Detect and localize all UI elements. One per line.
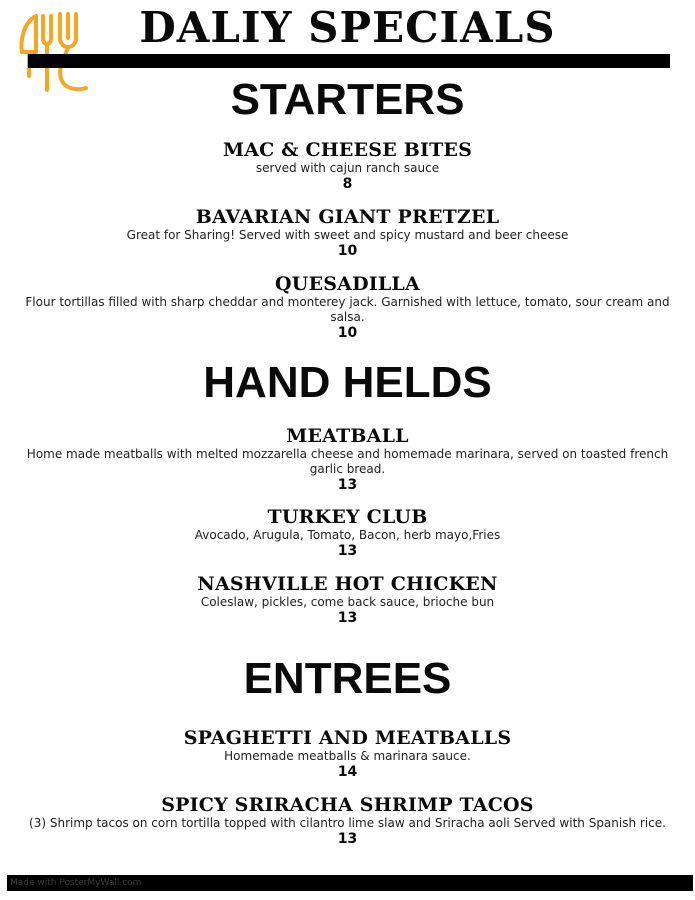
page-title: DALIY SPECIALS — [139, 3, 556, 52]
menu-item-description: Flour tortillas filled with sharp cheddar and monterey jack. Garnished with lettuce, tomato, sour cream and salsa. — [25, 295, 670, 324]
menu-item-name: MEATBALL — [286, 425, 409, 447]
menu-item-name: MAC & CHEESE BITES — [222, 139, 473, 161]
menu-item — [20, 794, 675, 848]
menu-item-price: 13 — [337, 543, 358, 559]
menu-item — [20, 206, 675, 260]
menu-item-price: 10 — [337, 325, 358, 341]
menu-item-price: 13 — [337, 610, 358, 626]
menu-item-description: Avocado, Arugula, Tomato, Bacon, herb mayo,Fries — [194, 528, 501, 542]
menu-item-name: SPICY SRIRACHA SHRIMP TACOS — [161, 794, 534, 816]
menu-item-price: 10 — [337, 243, 358, 259]
section-title-starters: STARTERS — [230, 75, 465, 124]
menu-item-name: NASHVILLE HOT CHICKEN — [197, 573, 498, 595]
menu-item — [20, 425, 675, 494]
menu-item-name: TURKEY CLUB — [267, 506, 428, 528]
watermark-text: Made with PosterMyWall.com — [10, 878, 142, 888]
footer-bar — [7, 875, 693, 891]
menu-item-description: Home made meatballs with melted mozzarella cheese and homemade marinara, served on toasted french garlic bread. — [26, 447, 669, 476]
menu-item — [20, 727, 675, 781]
section-title-entrees: ENTREES — [243, 654, 452, 703]
menu-item-description: (3) Shrimp tacos on corn tortilla topped with cilantro lime slaw and Sriracha aoli Served with Spanish rice. — [29, 816, 666, 830]
menu-item — [20, 506, 675, 560]
menu-item-name: BAVARIAN GIANT PRETZEL — [195, 206, 500, 228]
menu-item-price: 14 — [337, 764, 358, 780]
menu-item-description: served with cajun ranch sauce — [255, 161, 440, 175]
menu-item-description: Great for Sharing! Served with sweet and spicy mustard and beer cheese — [126, 228, 569, 242]
menu-item-price: 13 — [337, 477, 358, 493]
menu-item-name: QUESADILLA — [275, 273, 420, 295]
menu-item-description: Coleslaw, pickles, come back sauce, brioche bun — [200, 595, 495, 609]
menu-item-price: 13 — [337, 831, 358, 847]
menu-item-name: SPAGHETTI AND MEATBALLS — [183, 727, 512, 749]
menu-item — [20, 139, 675, 193]
menu-item — [20, 273, 675, 342]
menu-item-description: Homemade meatballs & marinara sauce. — [224, 749, 471, 763]
menu-item-price: 8 — [342, 176, 353, 192]
section-title-hand-helds: HAND HELDS — [203, 358, 492, 407]
title-divider — [28, 54, 670, 68]
menu-item — [20, 573, 675, 627]
